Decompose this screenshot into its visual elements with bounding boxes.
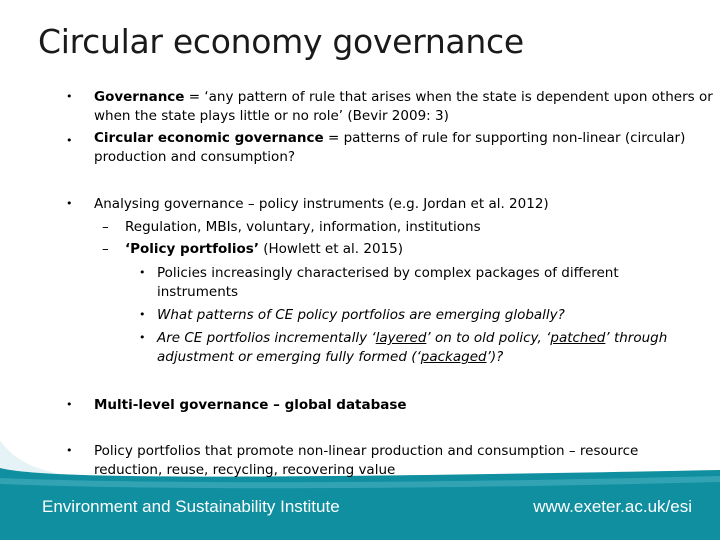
bullet-3-sub-2-c-line2-pre: adjustment or emerging fully formed (‘	[157, 349, 421, 365]
bullet-3-sub-2	[125, 240, 403, 258]
bullet-3-sub-2-citation: (Howlett et al. 2015)	[258, 241, 404, 257]
bullet-2-line-1	[94, 129, 685, 147]
bullet-3-sub-2-c-line-2	[157, 348, 503, 366]
bullet-4	[94, 396, 407, 414]
bullet-3-sub-2-b-text: What patterns of CE policy portfolios are emerging globally?	[157, 307, 565, 323]
footer-url[interactable]: www.exeter.ac.uk/esi	[533, 497, 692, 516]
bullet-3-marker: •	[66, 197, 73, 210]
bullet-4-marker: •	[66, 398, 73, 411]
footer-institute-name: Environment and Sustainability Institute	[42, 497, 340, 516]
bullet-4-text: Multi-level governance – global database	[94, 397, 407, 413]
bullet-3-sub-2-c-pre: Are CE portfolios incrementally ‘	[157, 330, 376, 346]
bullet-1-line-2: when the state plays little or no role’ (Bevir 2009: 3)	[94, 108, 449, 124]
bullet-5-line-2: reduction, reuse, recycling, recovering value	[94, 462, 396, 478]
bullet-3-sub-2-b	[157, 306, 565, 324]
bullet-2-definition: = patterns of rule for supporting non-linear (circular)	[323, 130, 686, 146]
bullet-1-line-1	[94, 88, 713, 106]
bullet-2-term: Circular economic governance	[94, 130, 324, 146]
bullet-3-sub-1: Regulation, MBIs, voluntary, information, institutions	[125, 219, 481, 235]
slide-title: Circular economy governance	[38, 22, 524, 61]
bullet-3-sub-2-c-marker: •	[139, 331, 146, 344]
bullet-3-sub-2-c-mid: ’ on to old policy, ‘	[426, 330, 551, 346]
bullet-3-sub-2-c-line-1	[157, 329, 667, 347]
packaged-term: packaged	[420, 349, 487, 365]
layered-term: layered	[375, 330, 427, 346]
patched-term: patched	[550, 330, 606, 346]
bullet-3-sub-2-c-post: ’ through	[605, 330, 668, 346]
bullet-3-sub-2-a-line-1: Policies increasingly characterised by complex packages of different	[157, 265, 619, 281]
bullet-1-marker: •	[66, 90, 73, 103]
bullet-5-marker: •	[66, 444, 73, 457]
bullet-3-sub-2-a-line-2: instruments	[157, 284, 239, 300]
bullet-2-line-2: production and consumption?	[94, 149, 296, 165]
bullet-1-term: Governance	[94, 89, 185, 105]
bullet-1-definition: = ‘any pattern of rule that arises when the state is dependent upon others or	[184, 89, 713, 105]
bullet-3-sub-1-marker: –	[102, 219, 109, 235]
bullet-3-sub-2-a-marker: •	[139, 266, 146, 279]
bullet-2-marker: •	[66, 134, 73, 147]
bullet-3-sub-2-b-marker: •	[139, 308, 146, 321]
bullet-5-line-1: Policy portfolios that promote non-linear production and consumption – resource	[94, 443, 639, 459]
bullet-3-line-1: Analysing governance – policy instruments (e.g. Jordan et al. 2012)	[94, 196, 549, 212]
bullet-3-sub-2-c-line2-post: ’)?	[486, 349, 504, 365]
bullet-3-sub-2-term: ‘Policy portfolios’	[125, 241, 259, 257]
bullet-3-sub-2-marker: –	[102, 241, 109, 257]
